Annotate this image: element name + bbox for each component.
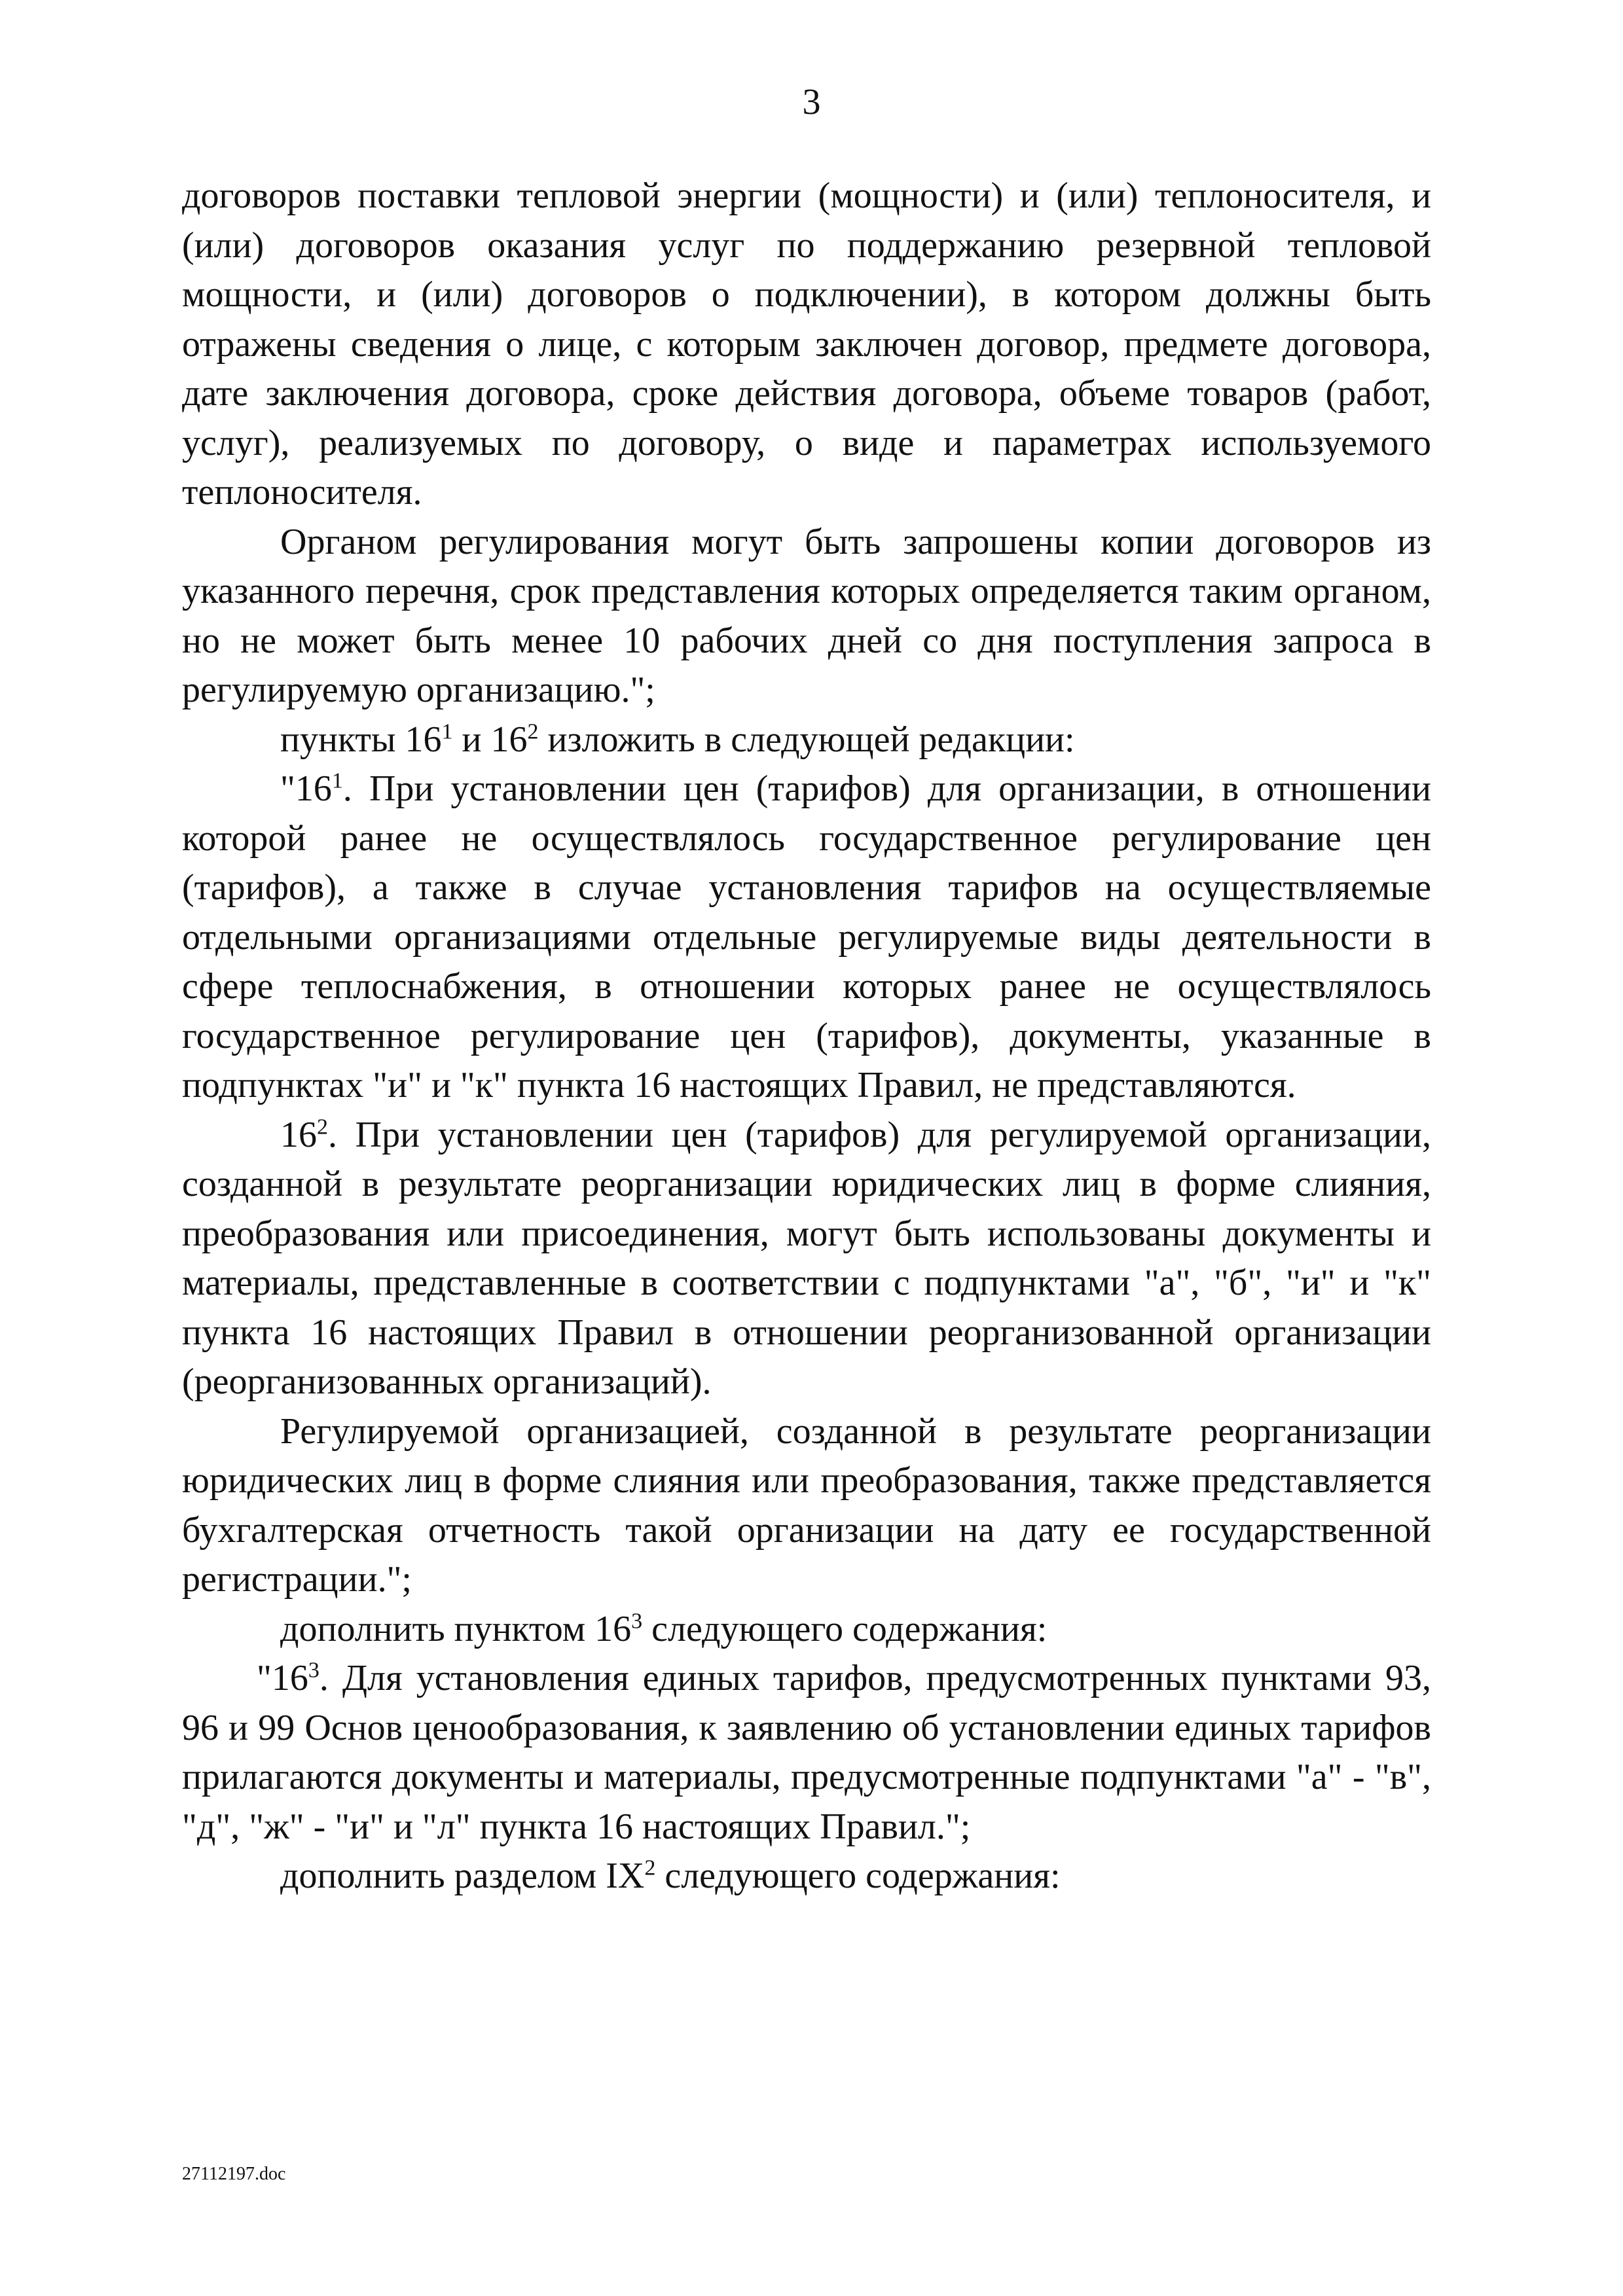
- paragraph-p1: [182, 171, 1431, 518]
- paragraph-p5: [182, 1111, 1431, 1407]
- paragraph-text: договоров поставки тепловой энергии (мощности) и (или) теплоносителя, и (или) договоров оказания услуг по поддержанию резервной тепловой мощности, и (или) договоров о подключении), в котором должны быть отражены сведения о лице, с которым заключен договор, предмете договора, дате заключения договора, сроке действия договора, объеме товаров (работ, услуг), реализуемых по договору, о виде и параметрах используемого теплоносителя.: [182, 175, 1431, 512]
- paragraph-text: Регулируемой организацией, созданной в результате реорганизации юридических лиц в форме слияния или преобразования, также представляется бухгалтерская отчетность такой организации на дату ее государственной регистрации.";: [182, 1410, 1431, 1600]
- document-filename-footer: 27112197.doc: [182, 2164, 286, 2184]
- paragraph-p4: [182, 764, 1431, 1111]
- superscript: 1: [441, 719, 453, 744]
- paragraph-p8: [182, 1654, 1431, 1852]
- paragraph-text: . Для установления единых тарифов, предусмотренных пунктами 93, 96 и 99 Основ ценообразования, к заявлению об установлении единых тарифов прилагаются документы и материалы, предусмотренные подпунктами "а" - "в", "д", "ж" - "и" и "л" пункта 16 настоящих Правил.";: [182, 1658, 1431, 1847]
- paragraph-text: дополнить пунктом 16: [280, 1608, 632, 1649]
- paragraph-p3: [182, 715, 1431, 765]
- paragraph-p9: [182, 1852, 1431, 1901]
- paragraph-text: "16: [280, 768, 332, 809]
- paragraph-text: и 16: [452, 719, 528, 760]
- paragraph-text: . При установлении цен (тарифов) для регулируемой организации, созданной в результате реорганизации юридических лиц в форме слияния, преобразования или присоединения, могут быть использованы документы и материалы, представленные в соответствии с подпунктами "а", "б", "и" и "к" пункта 16 настоящих Правил в отношении реорганизованной организации (реорганизованных организаций).: [182, 1114, 1431, 1402]
- paragraph-text: следующего содержания:: [642, 1608, 1048, 1649]
- superscript: 3: [631, 1608, 643, 1633]
- paragraph-text: . При установлении цен (тарифов) для организации, в отношении которой ранее не осуществлялось государственное регулирование цен (тарифов), а также в случае установления тарифов на осуществляемые отдельными организациями отдельные регулируемые виды деятельности в сфере теплоснабжения, в отношении которых ранее не осуществлялось государственное регулирование цен (тарифов), документы, указанные в подпунктах "и" и "к" пункта 16 настоящих Правил, не представляются.: [182, 768, 1431, 1105]
- paragraph-p7: [182, 1605, 1431, 1655]
- superscript: 3: [308, 1658, 319, 1683]
- page-number: 3: [802, 82, 821, 122]
- paragraph-text: "16: [257, 1658, 308, 1698]
- superscript: 2: [644, 1856, 656, 1880]
- paragraph-text: пункты 16: [280, 719, 442, 760]
- paragraph-text: изложить в следующей редакции:: [538, 719, 1075, 760]
- paragraph-text: дополнить разделом IX: [280, 1856, 645, 1896]
- paragraph-text: Органом регулирования могут быть запрошены копии договоров из указанного перечня, срок представления которых определяется таким органом, но не может быть менее 10 рабочих дней со дня поступления запроса в регулируемую организацию.";: [182, 521, 1431, 710]
- paragraph-p2: [182, 518, 1431, 715]
- paragraph-p6: [182, 1407, 1431, 1605]
- document-body: [182, 171, 1431, 1901]
- superscript: 2: [317, 1114, 328, 1139]
- paragraph-text: следующего содержания:: [655, 1856, 1061, 1896]
- superscript: 2: [527, 719, 539, 744]
- paragraph-text: 16: [280, 1114, 317, 1155]
- superscript: 1: [331, 768, 343, 793]
